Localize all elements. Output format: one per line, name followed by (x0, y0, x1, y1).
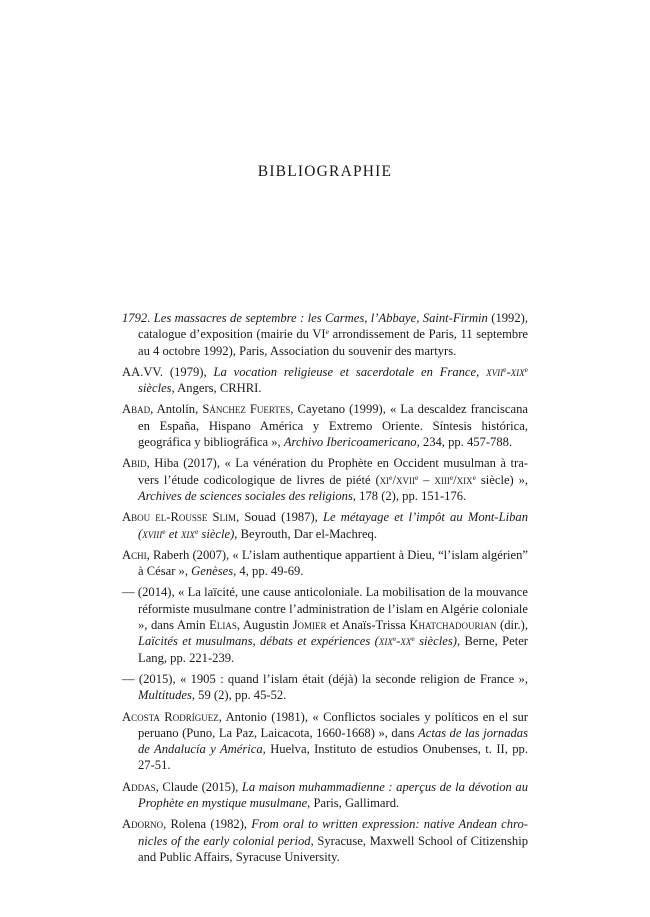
century-numeral: xx (400, 634, 412, 649)
author-name: Abad (122, 402, 151, 417)
bibliography-entry (122, 671, 528, 704)
entry-text: , Hiba (2017), « La vénération du Prophète en Occident musulman à travers l’étude codicologique de livres de piété ( (138, 456, 528, 487)
bibliography-list (122, 310, 528, 870)
author-name: xi (379, 472, 390, 487)
entry-text: , Paris, Gallimard. (307, 796, 400, 811)
bibliography-entry (122, 310, 528, 359)
entry-text: , Antonio (1981), « Conflictos sociales y políticos en el sur peruano (Puno, La Paz, Laicacota, 1660-1668) », dans (138, 709, 529, 740)
italic-text: et (165, 526, 181, 541)
bibliography-entry (122, 584, 528, 665)
superscript: e (414, 472, 419, 482)
author-name: xiii (434, 472, 450, 487)
page-title: BIBLIOGRAPHIE (257, 163, 393, 180)
author-name: Adorno (122, 817, 164, 832)
author-name: xix (456, 472, 473, 487)
entry-text: , 59 (2), pp. 45-52. (191, 688, 287, 703)
entry-text: , Beyrouth, Dar el-Machreq. (234, 526, 377, 541)
author-name: Achi (122, 547, 147, 562)
entry-text: , 234, pp. 457-788. (416, 435, 513, 450)
entry-text: , Rolena (1982), (163, 817, 252, 832)
century-numeral: xvii (486, 364, 504, 379)
italic-text: La maison muhammadienne : aperçus de la dévotion au Prophète en mystique musulmane (138, 779, 528, 811)
entry-text: et Anaïs-Trissa (326, 618, 410, 633)
italic-text: Genèses (191, 564, 234, 579)
entry-text: , 178 (2), pp. 151-176. (352, 488, 467, 503)
entry-text: , 4, pp. 49-69. (233, 564, 304, 579)
author-name: Sánchez Fuertes (202, 402, 291, 417)
bibliography-entry (122, 779, 528, 812)
italic-text: Le métayage et l’impôt au Mont-Liban ( (138, 510, 529, 541)
entry-text: , Augustin (236, 618, 293, 633)
entry-text: , Cayetano (1999), « La descaldez franciscana en España, Hispano América y Extremo Oriente. Síntesis histórica, geográfica y bibliográfica », (138, 402, 528, 450)
century-numeral: xix (378, 634, 393, 649)
superscript: e (411, 634, 415, 644)
italic-text: Multitudes (138, 688, 192, 703)
italic-text: From oral to written expression: native Andean chronicles of the early colonial period (138, 817, 528, 848)
century-numeral: xix (510, 364, 525, 379)
superscript: e (325, 327, 329, 337)
italic-text: siècles) (414, 634, 457, 649)
superscript: e (392, 634, 397, 644)
italic-text: Laïcités et musulmans, débats et expériences ( (138, 634, 379, 649)
italic-text: Actas de las jornadas de Andalucía y América (138, 725, 528, 757)
entry-text: , Syracuse, Maxwell School of Citizenship and Public Affairs, Syracuse University. (138, 833, 528, 864)
italic-text: siècle) (198, 526, 235, 541)
author-name: Elias (209, 618, 237, 633)
italic-text: Archives de sciences sociales des religions (138, 488, 353, 503)
superscript: e (472, 472, 477, 482)
superscript: e (449, 472, 454, 482)
bibliography-entry (122, 509, 528, 542)
entry-text: siècle) », (476, 472, 529, 487)
entry-text: — (2015), « 1905 : quand l’islam était (déjà) la seconde religion de France », (122, 671, 528, 686)
superscript: e (389, 472, 393, 482)
author-name: Abou el-Rousse Slim (122, 510, 237, 525)
author-name: Addas (122, 779, 156, 794)
author-name: Acosta Rodríguez (122, 709, 219, 724)
bibliography-entry (122, 401, 528, 450)
entry-text: , Claude (2015), (155, 779, 242, 794)
entry-text: / (392, 472, 396, 487)
superscript: e (524, 364, 528, 374)
author-name: Jomier (292, 618, 327, 633)
italic-text: - (396, 634, 401, 649)
entry-text: (1992), catalogue d’exposition (mairie du VI (138, 311, 528, 342)
italic-text: Archivo Ibericoamericano (283, 435, 417, 450)
superscript: e (162, 526, 166, 536)
entry-text: , Souad (1987), (236, 510, 323, 525)
entry-text: — (2014), « La laïcité, une cause anticoloniale. La mobilisation de la mouvance réformiste musulmane contre l’administration de l’islam en Algérie coloniale », dans Amin (122, 585, 528, 633)
entry-text: , Angers, CRHRI. (171, 381, 262, 396)
entry-text: arrondissement de Paris, 11 septembre au 4 octobre 1992), Paris, Association du souvenir des martyrs. (138, 327, 528, 358)
superscript: e (194, 526, 199, 536)
entry-text: (dir.), (496, 618, 529, 633)
italic-text: - (506, 364, 511, 379)
entry-text: AA.VV. (1979), (122, 364, 214, 379)
author-name: Abid (122, 456, 147, 471)
bibliography-entry (122, 455, 528, 504)
century-numeral: xix (180, 526, 195, 541)
entry-text: , Antolín, (150, 402, 203, 417)
italic-text: 1792. Les massacres de septembre : les Carmes, l’Abbaye, Saint-Firmin (122, 311, 488, 325)
entry-text: , Raberh (2007), « L’islam authentique appartient à Dieu, “l’islam algérien” à César », (138, 547, 528, 579)
bibliography-entry (122, 709, 528, 774)
bibliography-entry (122, 547, 528, 580)
italic-text: siècles (138, 381, 172, 396)
entry-text: / (453, 472, 457, 487)
century-numeral: xviii (142, 526, 163, 541)
entry-text: , Huelva, Instituto de estudios Onubenses, t. II, pp. 27-51. (138, 742, 528, 773)
bibliography-entry (122, 816, 528, 865)
author-name: Khatchadourian (409, 618, 497, 633)
italic-text: La vocation religieuse et sacerdotale en France, (213, 364, 487, 379)
author-name: xvii (395, 472, 415, 487)
superscript: e (503, 364, 507, 374)
bibliography-entry (122, 364, 528, 397)
entry-text: , Berne, Peter Lang, pp. 221-239. (138, 634, 529, 665)
entry-text: – (418, 472, 435, 487)
